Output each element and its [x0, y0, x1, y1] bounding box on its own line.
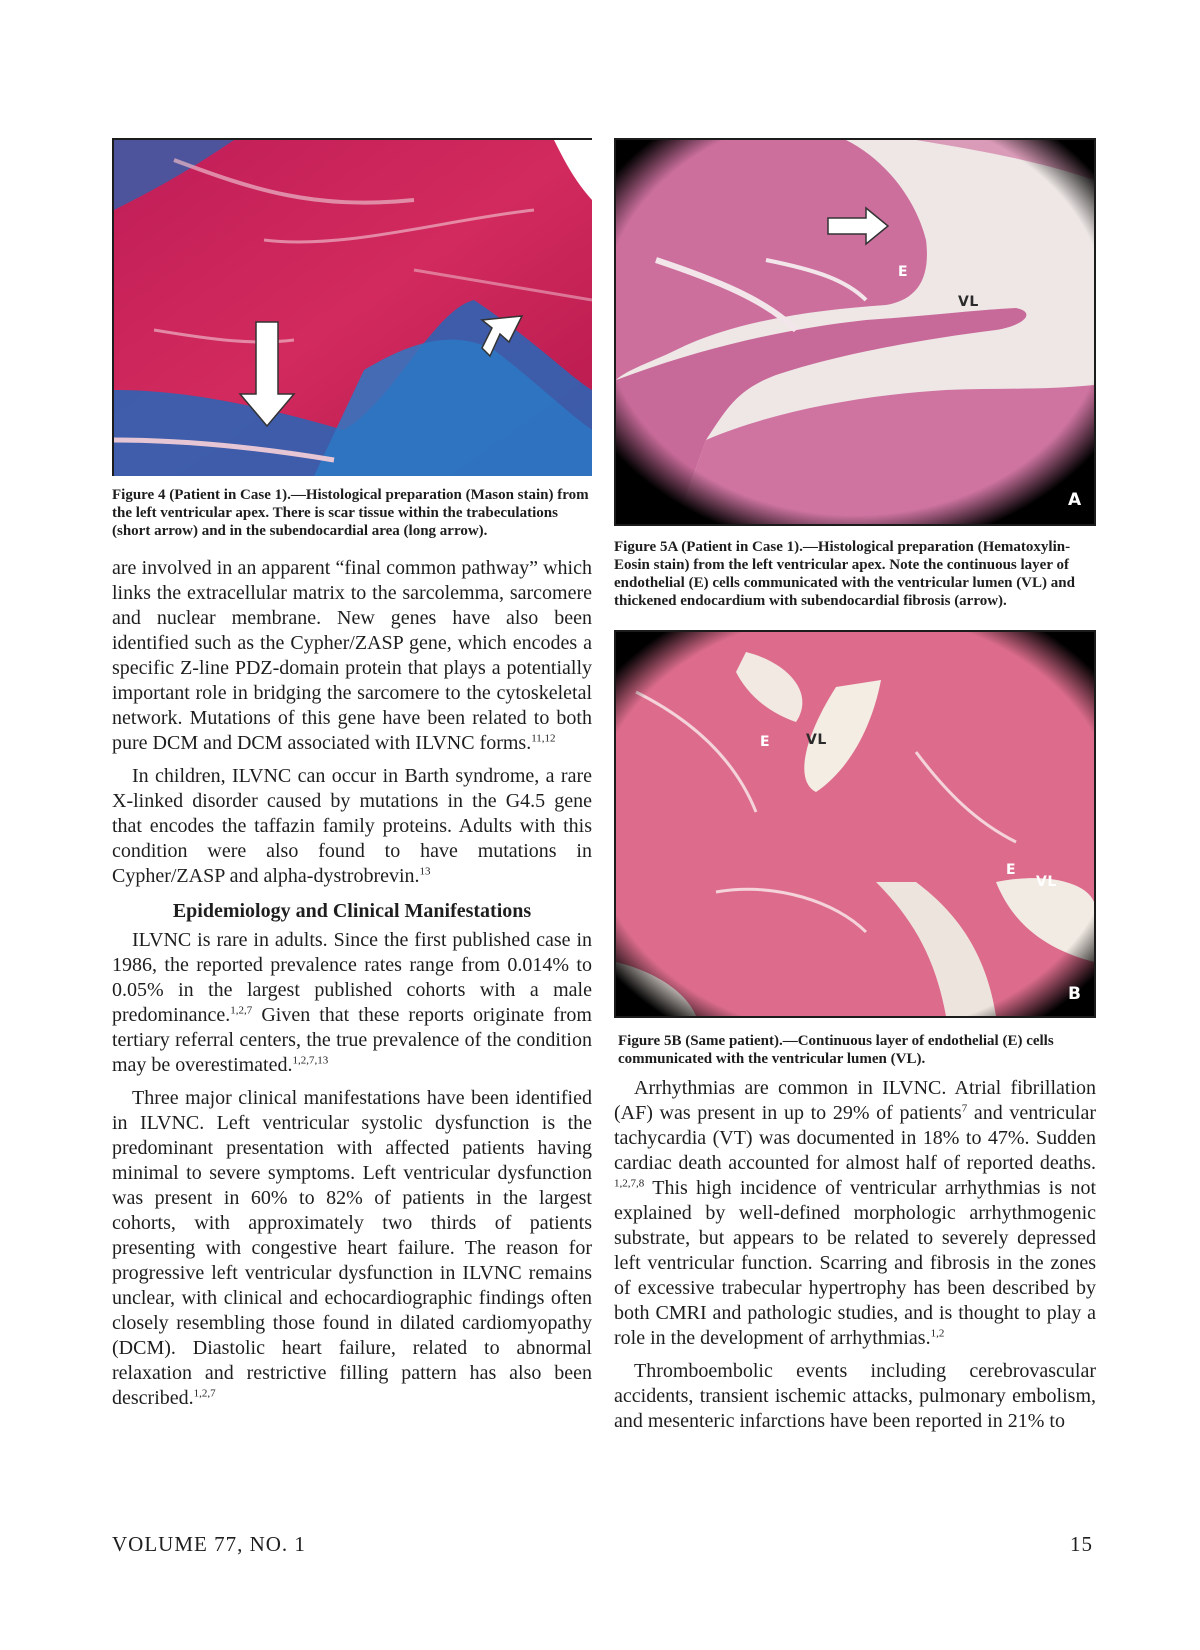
figure-5a-caption: Figure 5A (Patient in Case 1).—Histological preparation (Hematoxylin-Eosin stain) from the left ventricular apex. Note the continuous layer of endothelial (E) cells communicated with the ventricular lumen (VL) and thickened endocardium with subendocardial fibrosis (arrow). [614, 539, 1075, 609]
label-e: E [898, 264, 909, 280]
left-paragraph-2: In children, ILVNC can occur in Barth syndrome, a rare X-linked disorder caused by mutations in the G4.5 gene that encodes the taffazin family proteins. Adults with this condition were also found to have mutations in Cypher/ZASP and alpha-dystrobrevin.$^{13}$ [112, 765, 592, 887]
label-e-lower: E [1006, 862, 1017, 878]
panel-label-b: B [1068, 984, 1082, 1004]
figure-5b-caption: Figure 5B (Same patient).—Continuous layer of endothelial (E) cells communicated with the ventricular lumen (VL). [618, 1033, 1054, 1067]
right-column [614, 138, 1096, 1434]
label-vl-upper: VL [806, 732, 827, 748]
left-column [112, 138, 592, 1411]
figure-4-caption: Figure 4 (Patient in Case 1).—Histological preparation (Mason stain) from the left ventricular apex. There is scar tissue within the trabeculations (short arrow) and in the subendocardial area (long arrow). [112, 487, 589, 539]
left-paragraph-3: ILVNC is rare in adults. Since the first published case in 1986, the reported prevalence rates range from 0.014% to 0.05% in the largest published cohorts with a male predominance.$^{1,2,7}$ Given that these reports originate from tertiary referral centers, the true prevalence of the condition may be overestimated.$^{1,2,7,13}$ [112, 929, 592, 1076]
right-paragraph-2: Thromboembolic events including cerebrovascular accidents, transient ischemic attacks, pulmonary embolism, and mesenteric infarctions have been reported in 21% to [614, 1360, 1096, 1432]
left-paragraph-1: are involved in an apparent “final common pathway” which links the extracellular matrix to the sarcolemma, sarcomere and nuclear membrane. New genes have also been identified such as the Cypher/ZASP gene, which encodes a specific Z-line PDZ-domain protein that plays a potentially important role in bridging the sarcomere to the cytoskeletal network. Mutations of this gene have been related to both pure DCM and DCM associated with ILVNC forms.$^{11,12}$ [112, 557, 592, 754]
figure-4-image [112, 138, 592, 476]
he-stain-micrograph-a [616, 140, 1094, 524]
label-vl: VL [958, 294, 979, 310]
right-paragraph-1: Arrhythmias are common in ILVNC. Atrial fibrillation (AF) was present in up to 29% of patients$^7$ and ventricular tachycardia (VT) was documented in 18% to 47%. Sudden cardiac death accounted for almost half of reported deaths. $^{1,2,7,8}$ This high incidence of ventricular arrhythmias is not explained by well-defined morphologic arrhythmogenic substrate, but appears to be related to severely depressed left ventricular function. Scarring and fibrosis in the zones of excessive trabecular hypertrophy has been described by both CMRI and pathologic studies, and is thought to play a role in the development of arrhythmias.$^{1,2}$ [614, 1077, 1097, 1349]
label-vl-lower: VL [1036, 874, 1057, 890]
he-stain-micrograph-b [616, 632, 1094, 1016]
left-paragraph-4: Three major clinical manifestations have been identified in ILVNC. Left ventricular systolic dysfunction is the predominant presentation with affected patients having minimal to severe symptoms. Left ventricular dysfunction was present in 60% to 82% of patients in the largest cohorts, with approximately two thirds of patients presenting with congestive heart failure. The reason for progressive left ventricular dysfunction in ILVNC remains unclear, with clinical and echocardiographic findings often closely resembling those found in dilated cardiomyopathy (DCM). Diastolic heart failure, related to abnormal relaxation and restrictive filling pattern has also been described.$^{1,2,7}$ [112, 1087, 592, 1409]
page-number: 15 [1070, 1532, 1093, 1556]
section-heading: Epidemiology and Clinical Manifestations [172, 900, 532, 922]
label-e-upper: E [760, 734, 771, 750]
figure-5a-image [614, 138, 1096, 526]
mason-stain-micrograph [114, 140, 592, 476]
panel-label-a: A [1068, 490, 1082, 510]
figure-5b-image [614, 630, 1096, 1018]
journal-volume: VOLUME 77, NO. 1 [112, 1532, 306, 1556]
